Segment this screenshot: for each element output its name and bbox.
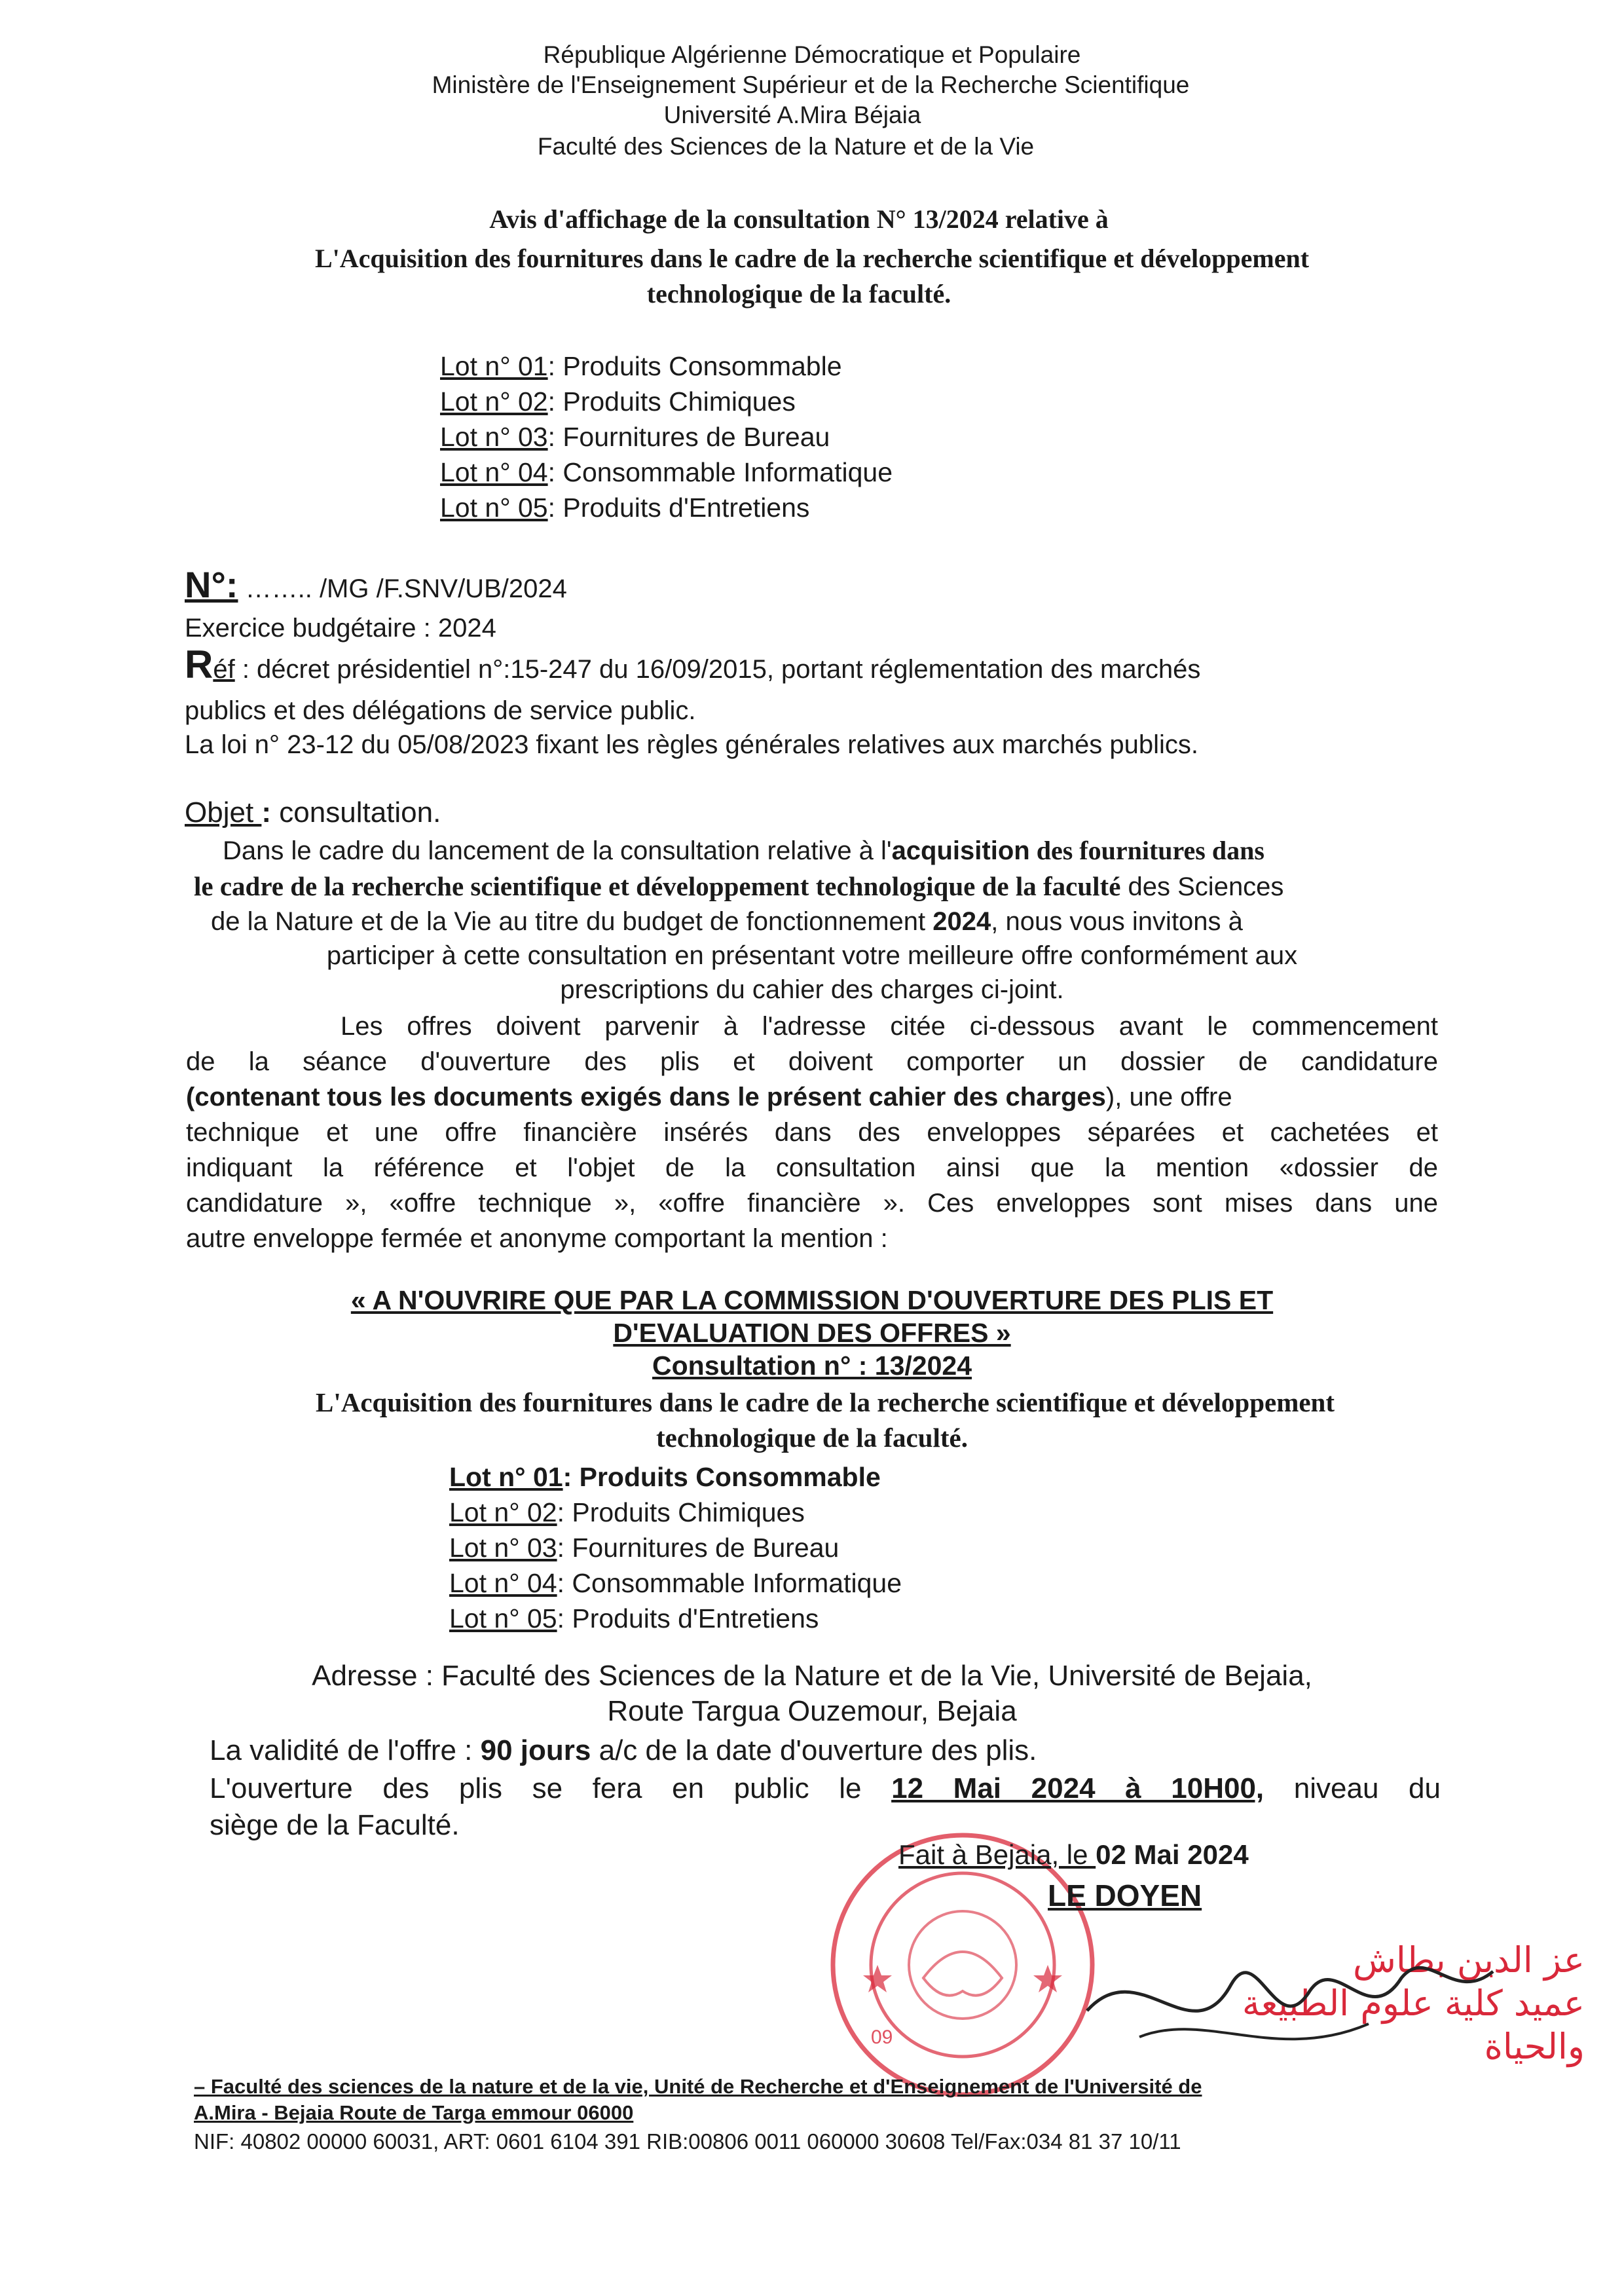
text-span-bold: 12 Mai 2024 à 10H00, (891, 1772, 1264, 1804)
lot-key: Lot n° 05 (440, 493, 548, 523)
lot-key: Lot n° 01 (449, 1462, 563, 1492)
mention-line-2: D'EVALUATION DES OFFRES » (613, 1318, 1011, 1348)
lot-item (440, 419, 893, 455)
reference-line-2: publics et des délégations de service public. (185, 696, 696, 725)
lot-list-bottom (449, 1459, 902, 1636)
lot-label: : Consommable Informatique (547, 457, 893, 487)
lot-label: : Produits Chimiques (547, 386, 796, 417)
footer-line-1: – Faculté des sciences de la nature et de la vie, Unité de Recherche et d'Enseignement de l'Université de (194, 2075, 1202, 2098)
text-span: Dans le cadre du lancement de la consultation relative à l' (223, 836, 892, 865)
paragraph-2-line-2: de la séance d'ouverture des plis et doivent comporter un dossier de candidature (186, 1047, 1438, 1076)
paragraph-2-line-6: candidature », «offre technique », «offre financière ». Ces enveloppes sont mises dans une (186, 1189, 1438, 1218)
objet-label: Objet (185, 796, 262, 829)
lot-item (449, 1565, 902, 1601)
text-span: , nous vous invitons à (991, 907, 1243, 936)
lot-key: Lot n° 03 (440, 422, 548, 452)
adresse-line-1: Adresse : Faculté des Sciences de la Nature et de la Vie, Université de Bejaia, (312, 1660, 1312, 1692)
reference-line-1 (185, 643, 1201, 687)
title-line-1: Avis d'affichage de la consultation N° 13/2024 relative à (489, 204, 1109, 234)
mention-line-4: L'Acquisition des fournitures dans le cadre de la recherche scientifique et développement (315, 1387, 1335, 1417)
paragraph-1-line-2 (194, 868, 1283, 905)
title-line-3: technologique de la faculté. (646, 279, 951, 308)
adresse-line-2: Route Targua Ouzemour, Bejaia (607, 1695, 1017, 1727)
mention-consultation: Consultation n° : 13/2024 (652, 1351, 972, 1381)
lot-label: : Produits Consommable (547, 351, 842, 381)
lot-key: Lot n° 02 (440, 386, 548, 417)
text-span-bold: 90 jours (480, 1734, 591, 1766)
number-value: …….. /MG /F.SNV/UB/2024 (238, 574, 567, 603)
lot-key: Lot n° 02 (449, 1497, 557, 1527)
header-line-3: Université A.Mira Béjaia (663, 102, 921, 128)
lot-label: : Produits d'Entretiens (547, 493, 810, 523)
text-span: de la Nature et de la Vie au titre du budget de fonctionnement (211, 907, 933, 936)
lot-label: : Fournitures de Bureau (547, 422, 830, 452)
lot-item (449, 1495, 902, 1530)
lot-label: : Fournitures de Bureau (557, 1533, 840, 1563)
number-label: N°: (185, 564, 238, 605)
lot-item (440, 384, 893, 419)
lot-label: : Produits Chimiques (557, 1497, 805, 1527)
header-line-2: Ministère de l'Enseignement Supérieur et de la Recherche Scientifique (432, 71, 1190, 98)
lot-item (440, 455, 893, 490)
text-span: des Sciences (1120, 872, 1284, 901)
lot-key: Lot n° 03 (449, 1533, 557, 1563)
text-span: L'ouverture des plis se fera en public le (210, 1772, 892, 1804)
reference-number (185, 564, 567, 606)
text-span-bold: (contenant tous les documents exigés dans le présent cahier des charges (186, 1083, 1106, 1111)
text-span: La validité de l'offre : (210, 1734, 481, 1766)
ref-rest: éf (213, 655, 235, 684)
arabic-title-1: عميد كلية علوم الطبيعة (1242, 1983, 1585, 2024)
lot-key: Lot n° 01 (440, 351, 548, 381)
fait-a-line (898, 1838, 1249, 1872)
header-line-1: République Algérienne Démocratique et Populaire (543, 41, 1081, 68)
lot-key: Lot n° 04 (449, 1568, 557, 1598)
text-span-bold: acquisition (891, 836, 1030, 865)
mention-line-1: « A N'OUVRIRE QUE PAR LA COMMISSION D'OUVERTURE DES PLIS ET (350, 1285, 1274, 1315)
lot-item (440, 490, 893, 525)
stamp-code: 09 (871, 2026, 893, 2048)
text-span-bold: 2024 (932, 907, 991, 936)
ref-text-1: : décret présidentiel n°:15-247 du 16/09/2015, portant réglementation des marchés (234, 655, 1201, 684)
paragraph-2-line-7: autre enveloppe fermée et anonyme comportant la mention : (186, 1224, 888, 1253)
lot-list-top (440, 348, 893, 525)
lot-item (449, 1459, 902, 1495)
paragraph-2-line-5: indiquant la référence et l'objet de la consultation ainsi que la mention «dossier de (186, 1153, 1438, 1182)
text-span-bold: le cadre de la recherche scientifique et développement technologique de la faculté (194, 871, 1121, 901)
text-span-bold: des fournitures dans (1029, 836, 1264, 865)
objet-colon: : (261, 796, 280, 829)
objet-line (185, 796, 441, 829)
footer-line-2: A.Mira - Bejaia Route de Targa emmour 06000 (194, 2101, 634, 2124)
lot-item (440, 348, 893, 384)
text-span: Fait à Bejaia, le (898, 1839, 1096, 1870)
lot-item (449, 1601, 902, 1636)
lot-label: : Produits Consommable (563, 1462, 881, 1492)
text-span: niveau du (1264, 1772, 1441, 1804)
objet-value: consultation. (279, 796, 441, 829)
paragraph-2-line-1: Les offres doivent parvenir à l'adresse citée ci-dessous avant le commencement (341, 1012, 1438, 1041)
validite-line (210, 1733, 1037, 1768)
paragraph-1-line-5: prescriptions du cahier des charges ci-joint. (560, 975, 1064, 1004)
title-line-2: L'Acquisition des fournitures dans le cadre de la recherche scientifique et développement (314, 244, 1310, 273)
header-line-4: Faculté des Sciences de la Nature et de la Vie (537, 133, 1035, 160)
ouverture-line-2: siège de la Faculté. (210, 1809, 460, 1841)
reference-line-3: La loi n° 23-12 du 05/08/2023 fixant les règles générales relatives aux marchés publics. (185, 730, 1199, 759)
footer-line-3: NIF: 40802 00000 60031, ART: 0601 6104 391 RIB:00806 0011 060000 30608 Tel/Fax:034 81 37 10/11 (194, 2129, 1181, 2154)
mention-line-5: technologique de la faculté. (655, 1423, 969, 1453)
doyen-title: LE DOYEN (1048, 1878, 1202, 1912)
paragraph-2-line-3 (186, 1079, 1232, 1115)
arabic-name: عز الدين بطاش (1353, 1939, 1585, 1981)
handwritten-signature (1061, 1912, 1519, 2083)
paragraph-1-line-1 (223, 833, 1264, 868)
paragraph-1-line-3 (211, 904, 1243, 939)
text-span-bold: 02 Mai 2024 (1096, 1839, 1249, 1870)
paragraph-2-line-4: technique et une offre financière insérés dans des enveloppes séparées et cachetées et (186, 1118, 1438, 1147)
lot-label: : Consommable Informatique (557, 1568, 902, 1598)
arabic-title-2: والحياة (1484, 2026, 1585, 2067)
lot-label: : Produits d'Entretiens (557, 1603, 819, 1633)
exercice-budgetaire: Exercice budgétaire : 2024 (185, 614, 496, 643)
ref-initial: R (185, 643, 213, 686)
text-span: ), une offre (1105, 1083, 1232, 1111)
lot-key: Lot n° 05 (449, 1603, 557, 1633)
lot-item (449, 1530, 902, 1565)
ouverture-line-1 (210, 1771, 1441, 1806)
paragraph-1-line-4: participer à cette consultation en présentant votre meilleure offre conformément aux (326, 941, 1298, 970)
lot-key: Lot n° 04 (440, 457, 548, 487)
text-span: a/c de la date d'ouverture des plis. (591, 1734, 1037, 1766)
